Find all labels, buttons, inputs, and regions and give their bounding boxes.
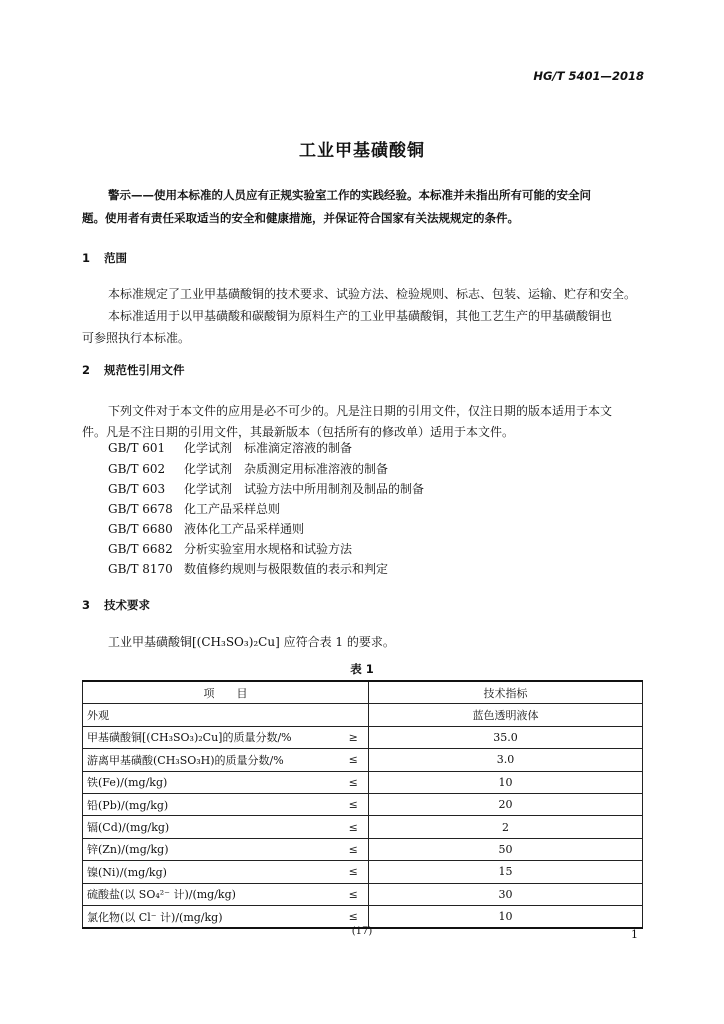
footer-page-number-center: (17) xyxy=(351,926,373,937)
item-cell: 铅(Pb)/(mg/kg) xyxy=(83,793,339,815)
value-cell: 10 xyxy=(369,905,643,928)
item-cell: 锌(Zn)/(mg/kg) xyxy=(83,838,339,860)
reference-name: 化学试剂 标准滴定溶液的制备 xyxy=(184,441,353,455)
section-title: 技术要求 xyxy=(104,598,150,612)
table-row xyxy=(83,816,643,838)
reference-item xyxy=(108,439,352,456)
tech-paragraph: 工业甲基磺酸铜[(CH₃SO₃)₂Cu] 应符合表 1 的要求。 xyxy=(108,635,395,649)
item-cell: 氯化物(以 Cl⁻ 计)/(mg/kg) xyxy=(83,905,339,928)
section-number: 2 xyxy=(82,363,91,377)
operator-cell: ≤ xyxy=(339,905,369,928)
operator-cell: ≤ xyxy=(339,883,369,905)
item-cell: 游离甲基磺酸(CH₃SO₃H)的质量分数/% xyxy=(83,749,339,771)
operator-cell: ≥ xyxy=(339,726,369,748)
page-title: 工业甲基磺酸铜 xyxy=(299,141,425,161)
reference-name: 化工产品采样总则 xyxy=(184,502,281,516)
reference-code: GB/T 603 xyxy=(108,482,166,496)
item-cell: 铁(Fe)/(mg/kg) xyxy=(83,771,339,793)
table-row xyxy=(83,749,643,771)
item-cell: 甲基磺酸铜[(CH₃SO₃)₂Cu]的质量分数/% xyxy=(83,726,339,748)
reference-code: GB/T 601 xyxy=(108,441,166,455)
warning-line-1: 警示——使用本标准的人员应有正规实验室工作的实践经验。本标准并未指出所有可能的安全问 xyxy=(108,188,591,202)
table-header-row xyxy=(83,681,643,704)
reference-name: 液体化工产品采样通则 xyxy=(184,522,305,536)
value-cell: 10 xyxy=(369,771,643,793)
reference-item xyxy=(108,460,388,477)
scope-paragraph-2-line-1: 本标准适用于以甲基磺酸和碳酸铜为原料生产的工业甲基磺酸铜，其他工艺生产的甲基磺酸铜也 xyxy=(108,309,613,323)
footer-page-number-right: 1 xyxy=(631,928,638,941)
reference-code: GB/T 6680 xyxy=(108,522,173,536)
spec-table xyxy=(82,680,643,929)
item-cell: 硫酸盐(以 SO₄²⁻ 计)/(mg/kg) xyxy=(83,883,339,905)
reference-name: 化学试剂 试验方法中所用制剂及制品的制备 xyxy=(184,482,425,496)
scope-paragraph-2-line-2: 可参照执行本标准。 xyxy=(82,331,191,345)
section-number: 1 xyxy=(82,251,91,265)
section-tech-heading xyxy=(82,597,150,613)
refs-intro-line-2: 件。凡是不注日期的引用文件，其最新版本（包括所有的修改单）适用于本文件。 xyxy=(82,425,515,439)
operator-cell: ≤ xyxy=(339,838,369,860)
operator-cell: ≤ xyxy=(339,749,369,771)
value-cell: 35.0 xyxy=(369,726,643,748)
header-value-cell: 技术指标 xyxy=(369,681,643,704)
warning-line-2: 题。使用者有责任采取适当的安全和健康措施，并保证符合国家有关法规规定的条件。 xyxy=(82,211,519,225)
table-row xyxy=(83,905,643,928)
table-row xyxy=(83,883,643,905)
reference-name: 数值修约规则与极限数值的表示和判定 xyxy=(184,562,389,576)
refs-intro-line-1: 下列文件对于本文件的应用是必不可少的。凡是注日期的引用文件，仅注日期的版本适用于本文 xyxy=(108,404,613,418)
value-cell: 20 xyxy=(369,793,643,815)
reference-item xyxy=(108,520,304,537)
reference-item xyxy=(108,500,280,517)
table-row xyxy=(83,838,643,860)
operator-cell: ≤ xyxy=(339,793,369,815)
reference-code: GB/T 6678 xyxy=(108,502,173,516)
table-caption: 表 1 xyxy=(350,662,374,676)
table-row xyxy=(83,771,643,793)
value-cell: 3.0 xyxy=(369,749,643,771)
reference-item xyxy=(108,560,388,577)
operator-cell: ≤ xyxy=(339,771,369,793)
item-cell: 外观 xyxy=(83,704,369,726)
section-scope-heading xyxy=(82,250,127,266)
table-row xyxy=(83,793,643,815)
header-item-cell: 项 目 xyxy=(83,681,369,704)
document-code: HG/T 5401—2018 xyxy=(533,69,644,83)
reference-item xyxy=(108,480,424,497)
table-row xyxy=(83,704,643,726)
section-title: 范围 xyxy=(104,251,127,265)
section-title: 规范性引用文件 xyxy=(104,363,185,377)
value-cell: 30 xyxy=(369,883,643,905)
scope-paragraph-1: 本标准规定了工业甲基磺酸铜的技术要求、试验方法、检验规则、标志、包装、运输、贮存和安全。 xyxy=(108,287,637,301)
table-row xyxy=(83,726,643,748)
operator-cell: ≤ xyxy=(339,861,369,883)
value-cell: 2 xyxy=(369,816,643,838)
reference-item xyxy=(108,540,352,557)
section-number: 3 xyxy=(82,598,91,612)
table-row xyxy=(83,861,643,883)
operator-cell: ≤ xyxy=(339,816,369,838)
item-cell: 镉(Cd)/(mg/kg) xyxy=(83,816,339,838)
reference-name: 分析实验室用水规格和试验方法 xyxy=(184,542,353,556)
value-cell: 蓝色透明液体 xyxy=(369,704,643,726)
value-cell: 50 xyxy=(369,838,643,860)
item-cell: 镍(Ni)/(mg/kg) xyxy=(83,861,339,883)
reference-code: GB/T 8170 xyxy=(108,562,173,576)
reference-name: 化学试剂 杂质测定用标准溶液的制备 xyxy=(184,462,389,476)
section-refs-heading xyxy=(82,362,185,378)
reference-code: GB/T 602 xyxy=(108,462,166,476)
reference-code: GB/T 6682 xyxy=(108,542,173,556)
value-cell: 15 xyxy=(369,861,643,883)
